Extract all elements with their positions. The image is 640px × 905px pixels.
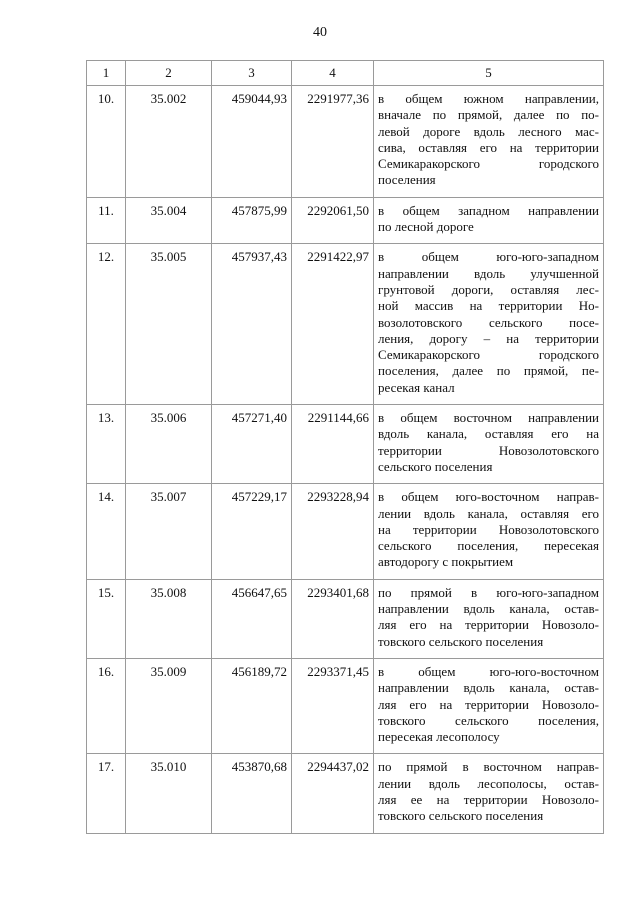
table-row [87,405,604,484]
description-line: вдоль канала, оставляя его на [378,426,599,442]
description-line: в общем юго-юго-восточном [378,663,599,679]
coordinate-x-cell: 457271,40 [212,405,292,484]
point-code-cell: 35.006 [126,405,212,484]
description-line: пересекая лесополосу [378,729,500,745]
description-line: на территории Новозолотовского [378,521,599,537]
table-row [87,658,604,753]
coordinate-y-cell: 2291977,36 [292,86,374,198]
description-line: товского сельского поселения [378,808,544,824]
row-number-cell: 10. [87,86,126,198]
row-number-cell: 11. [87,197,126,244]
point-code-cell: 35.002 [126,86,212,198]
direction-description-cell [374,484,604,579]
coordinate-y-cell: 2291422,97 [292,244,374,405]
description-line: ления, дорогу – на территории [378,330,599,346]
row-number-cell: 13. [87,405,126,484]
row-number-cell: 14. [87,484,126,579]
coordinate-x-cell: 453870,68 [212,754,292,833]
description-line: товского сельского поселения, [378,712,599,728]
description-line: товского сельского поселения [378,633,544,649]
coordinate-y-cell: 2293371,45 [292,658,374,753]
coordinate-x-cell: 457937,43 [212,244,292,405]
row-number-cell: 12. [87,244,126,405]
coordinate-y-cell: 2294437,02 [292,754,374,833]
coordinate-x-cell: 457875,99 [212,197,292,244]
table-row [87,197,604,244]
description-line: ляя его на территории Новозоло- [378,696,599,712]
description-line: по прямой в юго-юго-западном [378,584,599,600]
table-row [87,579,604,658]
description-line: в общем юго-восточном направ- [378,489,599,505]
coordinate-x-cell: 456647,65 [212,579,292,658]
description-line: направлении вдоль канала, остав- [378,601,599,617]
description-line: лении вдоль канала, оставляя его [378,505,599,521]
direction-description-cell [374,579,604,658]
description-line: в общем западном направлении [378,202,599,218]
direction-description-cell [374,754,604,833]
column-header: 4 [292,61,374,86]
point-code-cell: 35.005 [126,244,212,405]
direction-description-cell [374,244,604,405]
page-number: 40 [313,25,327,40]
description-line: сельского поселения [378,458,493,474]
coordinate-x-cell: 456189,72 [212,658,292,753]
point-code-cell: 35.010 [126,754,212,833]
direction-description-cell [374,405,604,484]
description-line: лении вдоль лесополосы, остав- [378,775,599,791]
description-line: возолотовского сельского посе- [378,314,599,330]
description-line: Семикаракорского городского [378,156,599,172]
description-line: ляя ее на территории Новозоло- [378,791,599,807]
description-line: левой дороге вдоль лесного мас- [378,123,599,139]
column-header: 1 [87,61,126,86]
point-code-cell: 35.008 [126,579,212,658]
description-line: поселения, далее по прямой, пе- [378,363,599,379]
coordinate-y-cell: 2292061,50 [292,197,374,244]
table-row [87,484,604,579]
description-line: автодорогу с покрытием [378,554,514,570]
description-line: направлении вдоль улучшенной [378,265,599,281]
point-code-cell: 35.004 [126,197,212,244]
point-code-cell: 35.009 [126,658,212,753]
direction-description-cell [374,197,604,244]
description-line: грунтовой дороги, оставляя лес- [378,281,599,297]
description-line: в общем юго-юго-западном [378,249,599,265]
description-line: в общем восточном направлении [378,410,599,426]
description-line: ной массив на территории Но- [378,298,599,314]
row-number-cell: 16. [87,658,126,753]
coordinate-x-cell: 457229,17 [212,484,292,579]
description-line: по лесной дороге [378,219,474,235]
description-line: по прямой в восточном направ- [378,759,599,775]
column-header: 3 [212,61,292,86]
description-line: сива, оставляя его на территории [378,139,599,155]
coordinate-y-cell: 2293401,68 [292,579,374,658]
row-number-cell: 15. [87,579,126,658]
table-row [87,244,604,405]
description-line: поселения [378,172,436,188]
direction-description-cell [374,658,604,753]
column-header: 5 [374,61,604,86]
coordinate-x-cell: 459044,93 [212,86,292,198]
description-line: сельского поселения, пересекая [378,538,599,554]
description-line: в общем южном направлении, [378,91,599,106]
point-code-cell: 35.007 [126,484,212,579]
description-line: Семикаракорского городского [378,347,599,363]
row-number-cell: 17. [87,754,126,833]
description-line: направлении вдоль канала, остав- [378,680,599,696]
description-line: территории Новозолотовского [378,442,599,458]
column-header: 2 [126,61,212,86]
description-line: ляя его на территории Новозоло- [378,617,599,633]
table-header-row [87,61,604,86]
description-line: ресекая канал [378,379,455,395]
description-line: вначале по прямой, далее по по- [378,107,599,123]
table-row [87,754,604,833]
coordinate-y-cell: 2291144,66 [292,405,374,484]
coordinate-y-cell: 2293228,94 [292,484,374,579]
direction-description-cell [374,86,604,198]
boundary-description-table [86,60,604,834]
table-row [87,86,604,198]
